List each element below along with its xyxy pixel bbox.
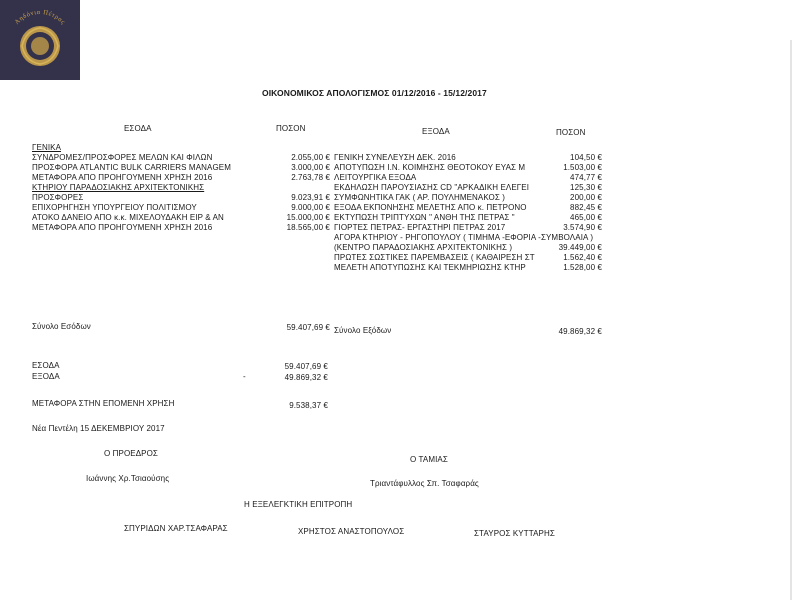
expense-column-header: ΕΞΟΔΑ: [422, 127, 450, 136]
expense-row: ΓΙΟΡΤΕΣ ΠΕΤΡΑΣ- ΕΡΓΑΣΤΗΡΙ ΠΕΤΡΑΣ 2017: [334, 223, 506, 232]
treasurer-title: Ο ΤΑΜΙΑΣ: [410, 455, 448, 464]
income-row: ΠΡΟΣΦΟΡΕΣ: [32, 193, 84, 202]
income-column-header: ΕΣΟΔΑ: [124, 124, 152, 133]
expense-amount: 200,00 €: [570, 193, 602, 202]
president-name: Ιωάννης Χρ.Τσιαούσης: [86, 474, 170, 483]
income-total-amount: 59.407,69 €: [286, 323, 330, 332]
summary-expense-label: ΕΞΟΔΑ: [32, 372, 60, 381]
expense-row: ΣΥΜΦΩΝΗΤΙΚΑ ΓΑΚ ( ΑΡ. ΠΟΥΛΗΜΕΝΑΚΟΣ ): [334, 193, 505, 202]
summary-income-amount: 59.407,69 €: [284, 362, 328, 371]
carryover-label: ΜΕΤΑΦΟΡΑ ΣΤΗΝ ΕΠΟΜΕΝΗ ΧΡΗΣΗ: [32, 399, 175, 408]
expense-row: ΑΠΟΤΥΠΩΣΗ Ι.Ν. ΚΟΙΜΗΣΗΣ ΘΕΟΤΟΚΟΥ ΕΥΑΣ Μ: [334, 163, 526, 172]
carryover-amount: 9.538,37 €: [289, 401, 328, 410]
expense-row: ΛΕΙΤΟΥΡΓΙΚΑ ΕΞΟΔΑ: [334, 173, 417, 182]
place-date: Νέα Πεντέλη 15 ΔΕΚΕΜΒΡΙΟΥ 2017: [32, 424, 165, 433]
expense-row: ΜΕΛΕΤΗ ΑΠΟΤΥΠΩΣΗΣ ΚΑΙ ΤΕΚΜΗΡΙΩΣΗΣ ΚΤΗΡ: [334, 263, 526, 272]
expense-amount: 465,00 €: [570, 213, 602, 222]
expense-amount: 125,30 €: [570, 183, 602, 192]
expense-row: ΑΓΟΡΑ ΚΤΗΡΙΟΥ - ΡΗΓΟΠΟΥΛΟΥ ( ΤΙΜΗΜΑ -ΕΦΟΡΙΑ -ΣΥΜΒΟΛΑΙΑ ): [334, 233, 594, 242]
expense-amount: 474,77 €: [570, 173, 602, 182]
treasurer-name: Τριαντάφυλλος Σπ. Τσαφαράς: [370, 479, 479, 488]
president-title: Ο ΠΡΟΕΔΡΟΣ: [104, 449, 158, 458]
club-logo: [0, 0, 80, 80]
income-row: ΜΕΤΑΦΟΡΑ ΑΠΟ ΠΡΟΗΓΟΥΜΕΝΗ ΧΡΗΣΗ 2016: [32, 223, 213, 232]
expense-amount: 1.562,40 €: [563, 253, 602, 262]
summary-minus-sign: -: [243, 372, 246, 381]
summary-expense-amount: 49.869,32 €: [284, 373, 328, 382]
income-amount: 2.055,00 €: [291, 153, 330, 162]
expense-amount: 104,50 €: [570, 153, 602, 162]
expense-total-amount: 49.869,32 €: [558, 327, 602, 336]
expense-row: (ΚΕΝΤΡΟ ΠΑΡΑΔΟΣΙΑΚΗΣ ΑΡΧΙΤΕΚΤΟΝΙΚΗΣ ): [334, 243, 513, 252]
expense-row: ΓΕΝΙΚΗ ΣΥΝΕΛΕΥΣΗ ΔΕΚ. 2016: [334, 153, 456, 162]
expense-row: ΕΚΤΥΠΩΣΗ ΤΡΙΠΤΥΧΩΝ " ΑΝΘΗ ΤΗΣ ΠΕΤΡΑΣ ": [334, 213, 515, 222]
expense-row: ΕΞΟΔΑ ΕΚΠΟΝΗΣΗΣ ΜΕΛΕΤΗΣ ΑΠΟ κ. ΠΕΤΡΟΝΟ: [334, 203, 527, 212]
income-section-building: ΚΤΗΡΙΟΥ ΠΑΡΑΔΟΣΙΑΚΗΣ ΑΡΧΙΤΕΚΤΟΝΙΚΗΣ: [32, 183, 205, 192]
income-total-label: Σύνολο Εσόδων: [32, 322, 91, 331]
auditor-name: ΣΤΑΥΡΟΣ ΚΥΤΤΑΡΗΣ: [474, 529, 555, 538]
document-title: ΟΙΚΟΝΟΜΙΚΟΣ ΑΠΟΛΟΓΙΣΜΟΣ 01/12/2016 - 15/12/2017: [262, 88, 487, 98]
income-section-general: ΓΕΝΙΚΑ: [32, 143, 62, 152]
auditor-name: ΧΡΗΣΤΟΣ ΑΝΑΣΤΟΠΟΥΛΟΣ: [298, 527, 405, 536]
expense-amount: 3.574,90 €: [563, 223, 602, 232]
svg-text:Αηδόνια Πέτρας: [14, 9, 67, 26]
expense-amount: 882,45 €: [570, 203, 602, 212]
expense-amount: 1.528,00 €: [563, 263, 602, 272]
expense-total-label: Σύνολο Εξόδων: [334, 326, 392, 335]
income-amount: 18.565,00 €: [286, 223, 330, 232]
expense-row: ΠΡΩΤΕΣ ΣΩΣΤΙΚΕΣ ΠΑΡΕΜΒΑΣΕΙΣ ( ΚΑΘΑΙΡΕΣΗ ΣΤ: [334, 253, 535, 262]
income-amount: 2.763,78 €: [291, 173, 330, 182]
audit-committee-title: Η ΕΞΕΛΕΓΚΤΙΚΗ ΕΠΙΤΡΟΠΗ: [244, 500, 353, 509]
income-amount-header: ΠΟΣΟΝ: [276, 124, 306, 133]
summary-income-label: ΕΣΟΔΑ: [32, 361, 60, 370]
expense-amount: 39.449,00 €: [558, 243, 602, 252]
logo-text: Αηδόνια Πέτρας: [13, 8, 67, 26]
nightingale-wreath-icon: [0, 0, 80, 80]
scan-edge: [790, 40, 792, 600]
income-row: ΜΕΤΑΦΟΡΑ ΑΠΟ ΠΡΟΗΓΟΥΜΕΝΗ ΧΡΗΣΗ 2016: [32, 173, 213, 182]
income-row: ΕΠΙΧΟΡΗΓΗΣΗ ΥΠΟΥΡΓΕΙΟΥ ΠΟΛΙΤΙΣΜΟΥ: [32, 203, 197, 212]
income-amount: 3.000,00 €: [291, 163, 330, 172]
income-amount: 9.023,91 €: [291, 193, 330, 202]
auditor-name: ΣΠΥΡΙΔΩΝ ΧΑΡ.ΤΣΑΦΑΡΑΣ: [124, 524, 228, 533]
expense-amount: 1.503,00 €: [563, 163, 602, 172]
income-row: ΑΤΟΚΟ ΔΑΝΕΙΟ ΑΠΟ κ.κ. ΜΙΧΕΛΟΥΔΑΚΗ ΕΙΡ & ΑΝ: [32, 213, 224, 222]
income-amount: 15.000,00 €: [286, 213, 330, 222]
income-row: ΣΥΝΔΡΟΜΕΣ/ΠΡΟΣΦΟΡΕΣ ΜΕΛΩΝ ΚΑΙ ΦΙΛΩΝ: [32, 153, 213, 162]
income-row: ΠΡΟΣΦΟΡΑ ATLANTIC BULK CARRIERS MANAGEM: [32, 163, 231, 172]
income-amount: 9.000,00 €: [291, 203, 330, 212]
expense-row: ΕΚΔΗΛΩΣΗ ΠΑΡΟΥΣΙΑΣΗΣ CD "ΑΡΚΑΔΙΚΗ ΕΛΕΓΕΙ: [334, 183, 530, 192]
expense-amount-header: ΠΟΣΟΝ: [556, 128, 586, 137]
